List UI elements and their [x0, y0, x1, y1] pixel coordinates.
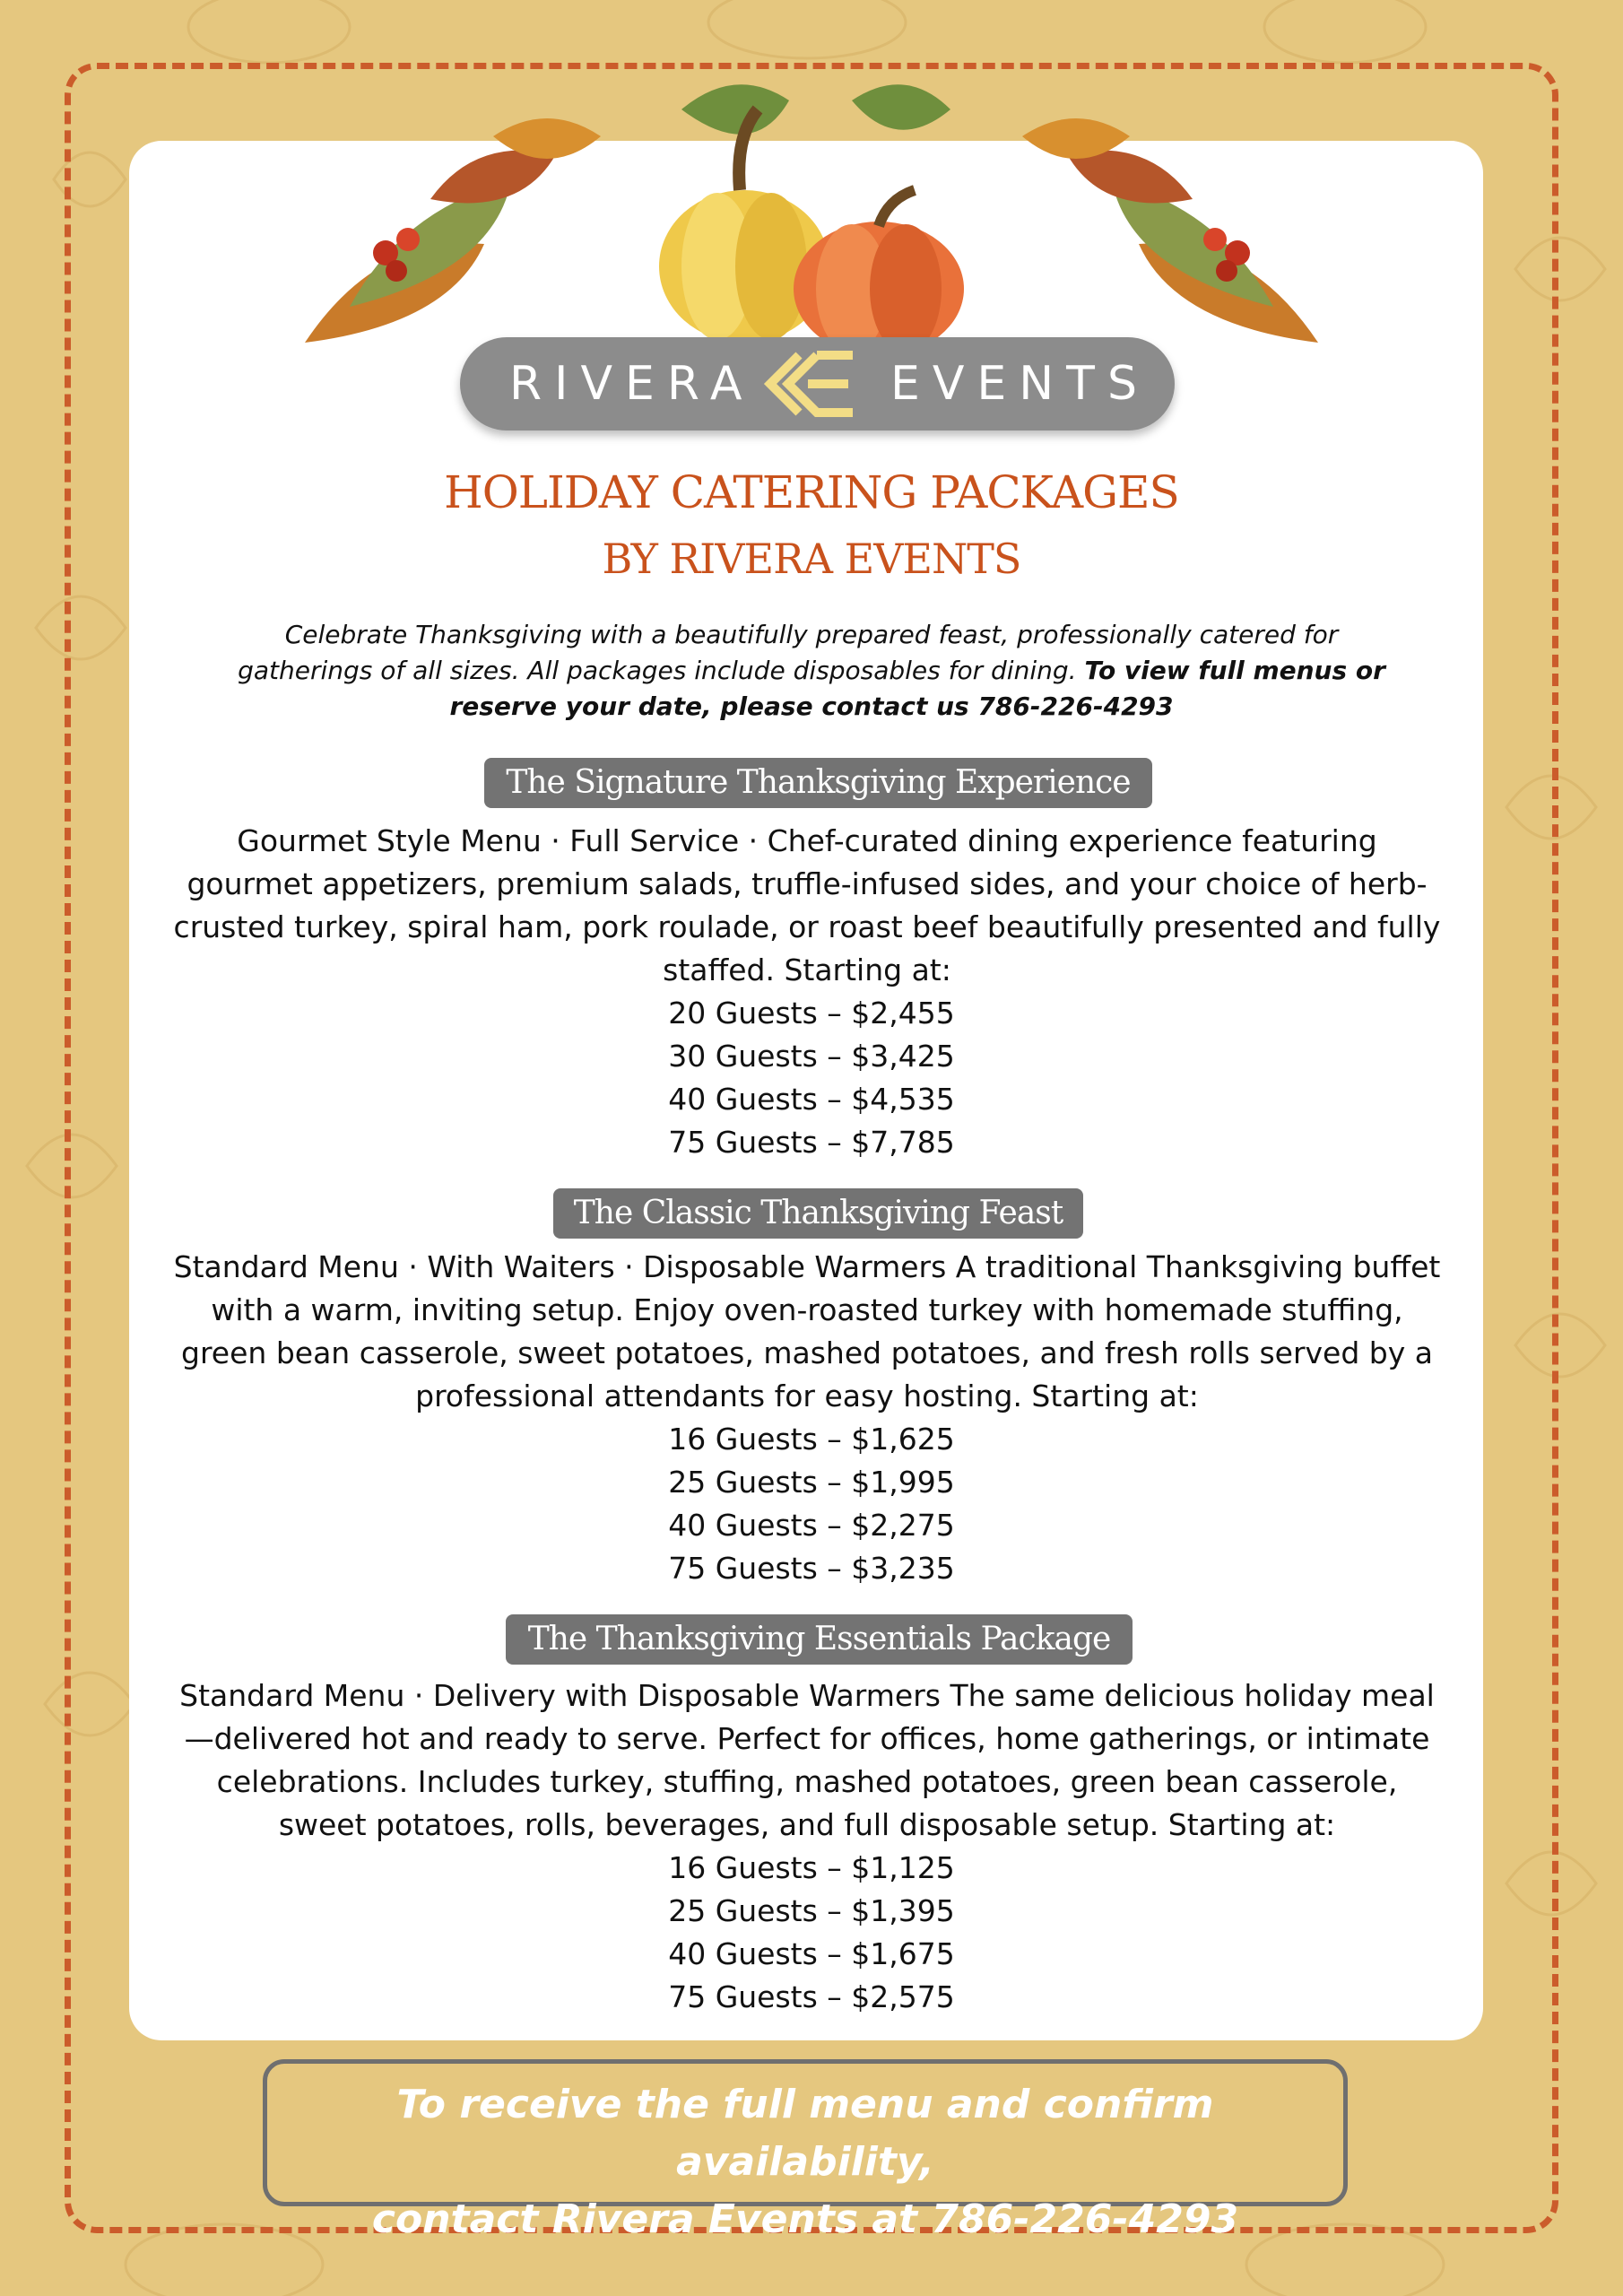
price-item: 40 Guests – $1,675: [668, 1936, 955, 1971]
price-item: 25 Guests – $1,995: [668, 1465, 955, 1500]
package-title-classic: The Classic Thanksgiving Feast: [553, 1188, 1083, 1239]
price-list-essentials: [0, 1847, 1623, 2019]
intro-contact-text: To view full menus or reserve your date, please contact us 786-226-4293: [449, 656, 1385, 721]
brand-word-right: EVENTS: [890, 357, 1150, 411]
brand-word-left: RIVERA: [509, 357, 755, 411]
price-list-classic: [0, 1418, 1623, 1590]
package-description-essentials: Standard Menu · Delivery with Disposable Warmers The same delicious holiday meal—delivered hot and ready to serve. Perfect for offices, home gatherings, or intimate celebrations. Includes turkey, stuffing, mashed potatoes, green bean casserole, sweet potatoes, rolls, beverages, and full disposable setup. Starting at:: [179, 1678, 1435, 1842]
price-item: 75 Guests – $3,235: [668, 1551, 955, 1586]
price-item: 40 Guests – $2,275: [668, 1508, 955, 1543]
cta-line-1: To receive the full menu and confirm availability,: [396, 2082, 1214, 2185]
price-item: 75 Guests – $7,785: [668, 1125, 955, 1160]
contact-call-to-action: [263, 2059, 1348, 2242]
package-description-signature: Gourmet Style Menu · Full Service · Chef-curated dining experience featuring gourmet appetizers, premium salads, truffle-infused sides, and your choice of herb-crusted turkey, spiral ham, pork roulade, or roast beef beautifully presented and fully staffed. Starting at:: [173, 823, 1441, 987]
intro-text: Celebrate Thanksgiving with a beautifully prepared feast, professionally catered for gatherings of all sizes. All packages include disposables for dining.: [238, 620, 1339, 685]
price-item: 40 Guests – $4,535: [668, 1082, 955, 1117]
price-item: 16 Guests – $1,125: [668, 1850, 955, 1885]
price-item: 25 Guests – $1,395: [668, 1893, 955, 1928]
package-title-essentials: The Thanksgiving Essentials Package: [506, 1614, 1133, 1665]
pumpkin-icon: [659, 109, 964, 356]
page-title: HOLIDAY CATERING PACKAGES: [444, 466, 1179, 518]
package-title-signature: The Signature Thanksgiving Experience: [484, 758, 1152, 808]
logo-mark-icon: [763, 348, 869, 420]
brand-logo: [460, 337, 1175, 430]
price-list-signature: [0, 992, 1623, 1164]
price-item: 16 Guests – $1,625: [668, 1422, 955, 1457]
cta-line-2: contact Rivera Events at 786-226-4293: [371, 2196, 1239, 2242]
price-item: 30 Guests – $3,425: [668, 1039, 955, 1074]
intro-paragraph: [224, 617, 1399, 725]
price-item: 20 Guests – $2,455: [668, 996, 955, 1031]
price-item: 75 Guests – $2,575: [668, 1979, 955, 2014]
page-subtitle: BY RIVERA EVENTS: [602, 535, 1021, 583]
package-description-classic: Standard Menu · With Waiters · Disposable Warmers A traditional Thanksgiving buffet with a warm, inviting setup. Enjoy oven-roasted turkey with homemade stuffing, green bean casserole, sweet potatoes, mashed potatoes, and fresh rolls served by a professional attendants for easy hosting. Starting at:: [173, 1249, 1441, 1413]
